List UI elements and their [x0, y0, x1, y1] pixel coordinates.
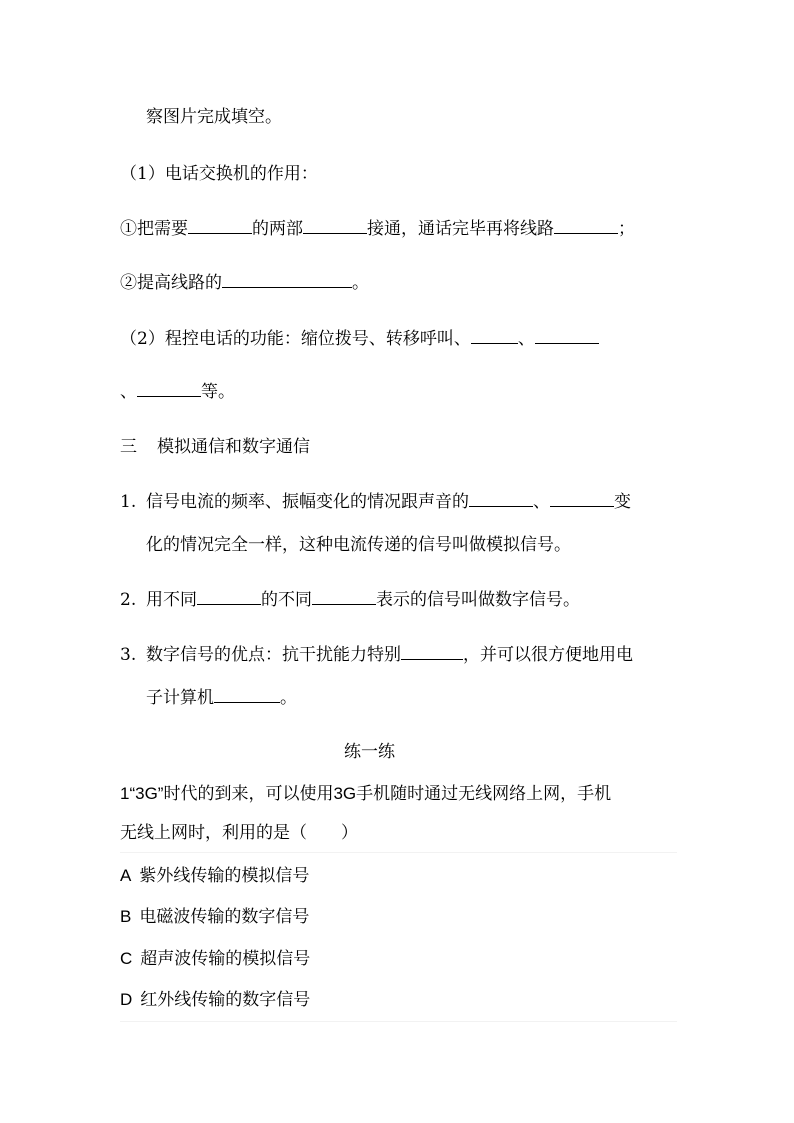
- q1-line1-text-a: ①把需要: [120, 219, 188, 239]
- item-1-text-c: 变: [614, 492, 631, 512]
- q2-line2-text-a: 、: [120, 382, 137, 402]
- option-text: 电磁波传输的数字信号: [139, 907, 310, 927]
- fill-blank[interactable]: [137, 380, 201, 397]
- item-3: [120, 643, 633, 667]
- fill-blank[interactable]: [188, 217, 252, 234]
- q1-title: （1）电话交换机的作用：: [120, 164, 318, 184]
- q2-line1-text-a: （2）程控电话的功能：缩位拨号、转移呼叫、: [120, 329, 471, 349]
- item-2-text-c: 表示的信号叫做数字信号。: [376, 590, 580, 610]
- question-line-1: 1“3G”时代的到来，可以使用3G手机随时通过无线网络上网，手机: [120, 784, 612, 803]
- fill-blank[interactable]: [469, 490, 533, 507]
- fill-blank[interactable]: [401, 643, 463, 660]
- item-2-text-b: 的不同: [261, 590, 312, 610]
- item-3-text-b: ，并可以很方便地用电: [463, 645, 633, 665]
- item-number: 2.: [120, 590, 137, 610]
- practice-title: 练一练: [344, 742, 395, 762]
- option-c[interactable]: [120, 947, 310, 971]
- fill-blank[interactable]: [312, 588, 376, 605]
- item-1-continuation: 化的情况完全一样，这种电流传递的信号叫做模拟信号。: [146, 535, 571, 555]
- fill-blank[interactable]: [214, 686, 280, 703]
- option-letter: D: [120, 990, 133, 1009]
- item-3-text-a: 数字信号的优点：抗干扰能力特别: [146, 645, 401, 665]
- item-1-text-b: 、: [533, 492, 550, 512]
- q2-line2-text-b: 等。: [201, 382, 235, 402]
- option-text: 超声波传输的模拟信号: [140, 949, 311, 969]
- section-title: 模拟通信和数字通信: [157, 437, 310, 457]
- q2-line2: [120, 380, 235, 404]
- section-number: 三: [120, 437, 137, 457]
- item-number: 1.: [120, 492, 137, 512]
- item-3-cont-text-a: 子计算机: [146, 688, 214, 708]
- section-heading: [120, 435, 310, 459]
- option-letter: C: [120, 949, 133, 968]
- fill-blank[interactable]: [222, 271, 352, 288]
- item-3-continuation: [146, 686, 297, 710]
- q1-line2: [120, 271, 369, 295]
- fill-blank[interactable]: [554, 217, 618, 234]
- q1-line1-text-c: 接通，通话完毕再将线路: [367, 219, 554, 239]
- fill-blank[interactable]: [471, 327, 518, 344]
- q1-line2-text-a: ②提高线路的: [120, 273, 222, 293]
- question-line-2: 无线上网时，利用的是（ ）: [120, 823, 358, 843]
- q2-line1: [120, 327, 599, 351]
- option-text: 紫外线传输的模拟信号: [139, 866, 310, 886]
- item-2-text-a: 用不同: [146, 590, 197, 610]
- fill-blank[interactable]: [197, 588, 261, 605]
- item-number: 3.: [120, 645, 137, 665]
- item-3-cont-text-b: 。: [280, 688, 297, 708]
- option-a[interactable]: [120, 864, 309, 888]
- option-letter: B: [120, 907, 132, 926]
- option-d[interactable]: [120, 988, 310, 1012]
- q1-line1-text-b: 的两部: [252, 219, 303, 239]
- item-2: [120, 588, 580, 612]
- q1-line1: [120, 217, 635, 241]
- fill-blank[interactable]: [303, 217, 367, 234]
- option-b[interactable]: [120, 905, 309, 929]
- fill-blank[interactable]: [550, 490, 614, 507]
- option-letter: A: [120, 866, 132, 885]
- intro-line: 察图片完成填空。: [146, 107, 282, 127]
- q1-line2-text-b: 。: [352, 273, 369, 293]
- q2-line1-text-b: 、: [517, 329, 535, 349]
- option-text: 红外线传输的数字信号: [140, 990, 311, 1010]
- q1-line1-text-d: ；: [618, 219, 635, 239]
- item-1-text-a: 信号电流的频率、振幅变化的情况跟声音的: [146, 492, 469, 512]
- item-1: [120, 490, 631, 514]
- fill-blank[interactable]: [535, 327, 599, 344]
